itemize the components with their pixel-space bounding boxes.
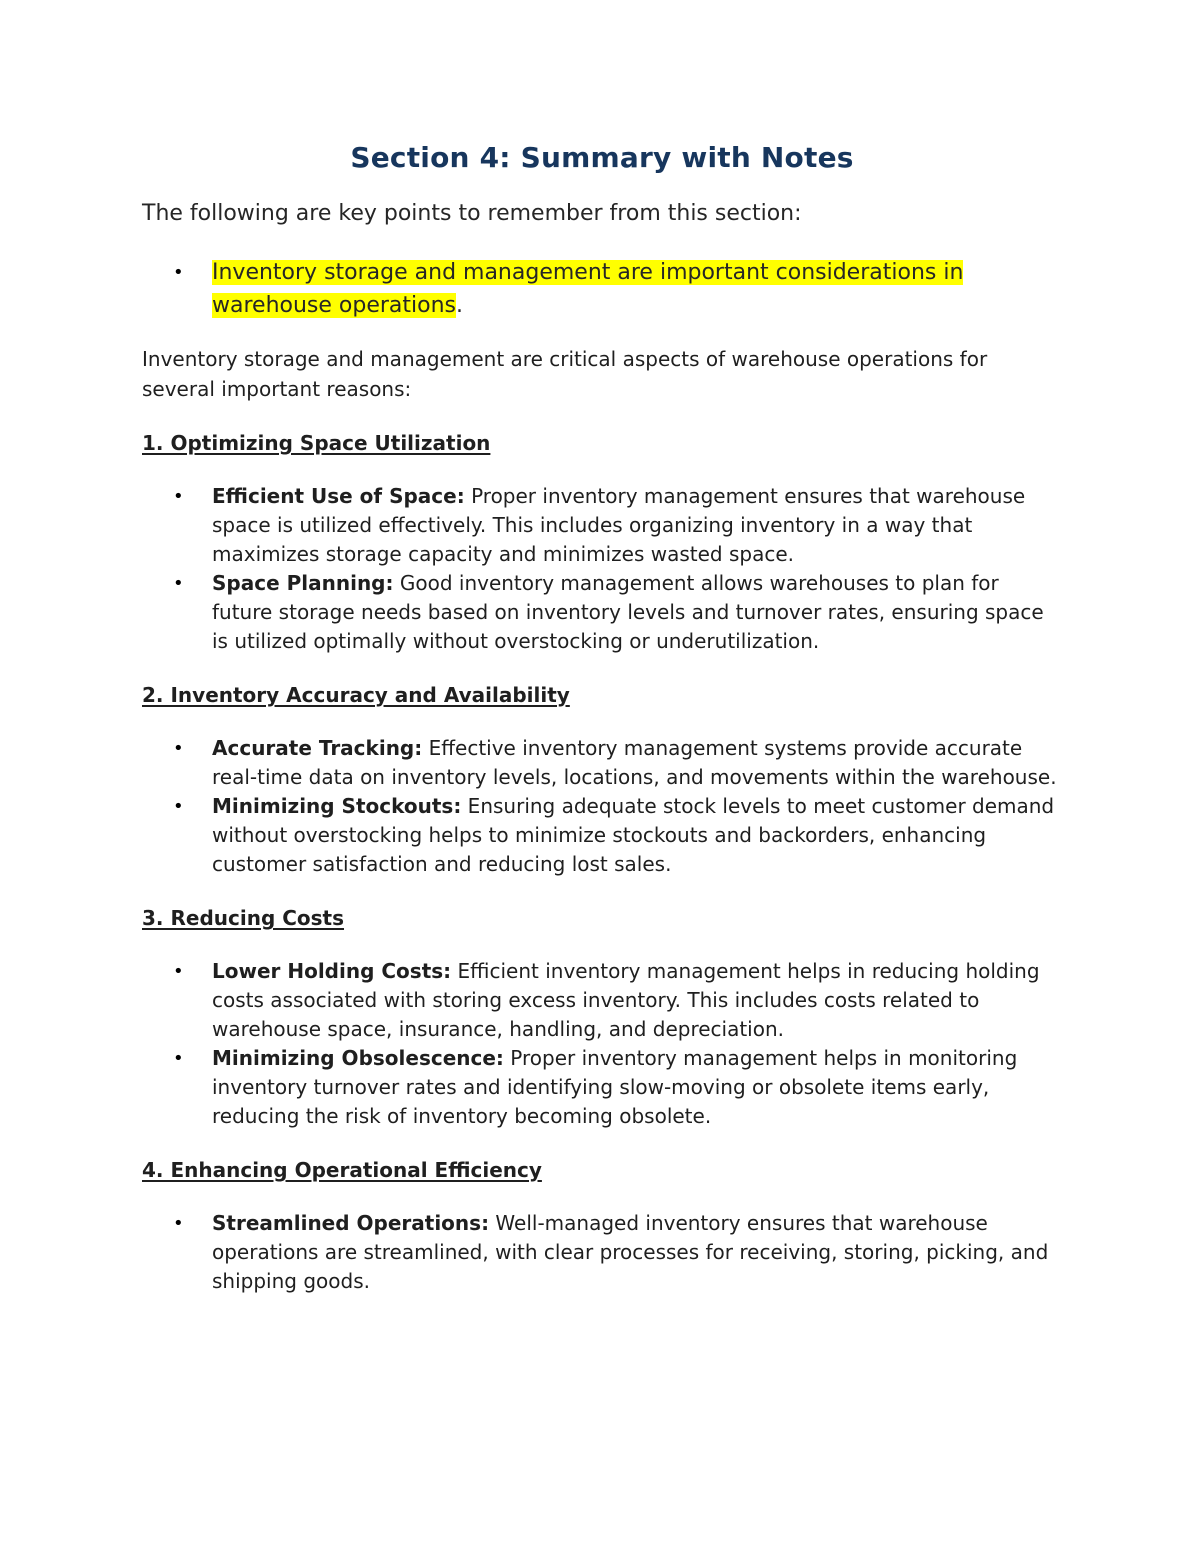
point-text: Effective inventory management systems provide accurate real-time data on inventory levels, locations, and movements within the warehouse. [212, 736, 1057, 789]
overview-paragraph: Inventory storage and management are critical aspects of warehouse operations for several important reasons: [142, 347, 988, 401]
bullet-icon: • [173, 573, 184, 594]
list-item [142, 1209, 1062, 1296]
section-heading-accuracy: 2. Inventory Accuracy and Availability [142, 683, 570, 707]
section-heading-operational-efficiency: 4. Enhancing Operational Efficiency [142, 1158, 542, 1182]
list-item [142, 792, 1062, 879]
point-term: Minimizing Stockouts: [212, 794, 462, 818]
key-point-item [142, 256, 1062, 322]
point-text: Ensuring adequate stock levels to meet customer demand without overstocking helps to minimize stockouts and backorders, enhancing customer satisfaction and reducing lost sales. [212, 794, 1055, 876]
list-item [142, 1044, 1062, 1131]
bullet-icon: • [173, 1048, 184, 1069]
list-item [142, 482, 1062, 569]
point-text: Good inventory management allows warehouses to plan for future storage needs based on inventory levels and turnover rates, ensuring space is utilized optimally without overstocking or underutilization. [212, 571, 1044, 653]
point-term: Efficient Use of Space: [212, 484, 465, 508]
section-points-list [142, 734, 1062, 879]
section-heading-space-utilization: 1. Optimizing Space Utilization [142, 431, 491, 455]
point-text: Proper inventory management helps in monitoring inventory turnover rates and identifying slow-moving or obsolete items early, reducing the risk of inventory becoming obsolete. [212, 1046, 1018, 1128]
key-point-suffix: . [456, 293, 463, 318]
section-points-list [142, 482, 1062, 656]
bullet-icon: • [173, 1213, 184, 1234]
point-term: Streamlined Operations: [212, 1211, 490, 1235]
section-heading-reducing-costs: 3. Reducing Costs [142, 906, 345, 930]
point-term: Accurate Tracking: [212, 736, 423, 760]
intro-text: The following are key points to remember from this section: [142, 201, 802, 226]
point-term: Minimizing Obsolescence: [212, 1046, 504, 1070]
point-term: Space Planning: [212, 571, 394, 595]
bullet-icon: • [173, 262, 184, 283]
point-text: Efficient inventory management helps in reducing holding costs associated with storing excess inventory. This includes costs related to warehouse space, insurance, handling, and depreciation. [212, 959, 1040, 1041]
page-title: Section 4: Summary with Notes [350, 141, 854, 174]
point-text: Proper inventory management ensures that warehouse space is utilized effectively. This includes organizing inventory in a way that maximizes storage capacity and minimizes wasted space. [212, 484, 1026, 566]
bullet-icon: • [173, 796, 184, 817]
list-item [142, 957, 1062, 1044]
key-points-list [142, 256, 1062, 322]
bullet-icon: • [173, 486, 184, 507]
point-text: Well-managed inventory ensures that warehouse operations are streamlined, with clear processes for receiving, storing, picking, and shipping goods. [212, 1211, 1049, 1293]
bullet-icon: • [173, 738, 184, 759]
section-points-list [142, 957, 1062, 1131]
point-term: Lower Holding Costs: [212, 959, 452, 983]
list-item [142, 569, 1062, 656]
bullet-icon: • [173, 961, 184, 982]
section-points-list [142, 1209, 1062, 1296]
document-page [142, 138, 1062, 1296]
highlighted-key-point: Inventory storage and management are important considerations in warehouse operations [212, 260, 964, 318]
list-item [142, 734, 1062, 792]
